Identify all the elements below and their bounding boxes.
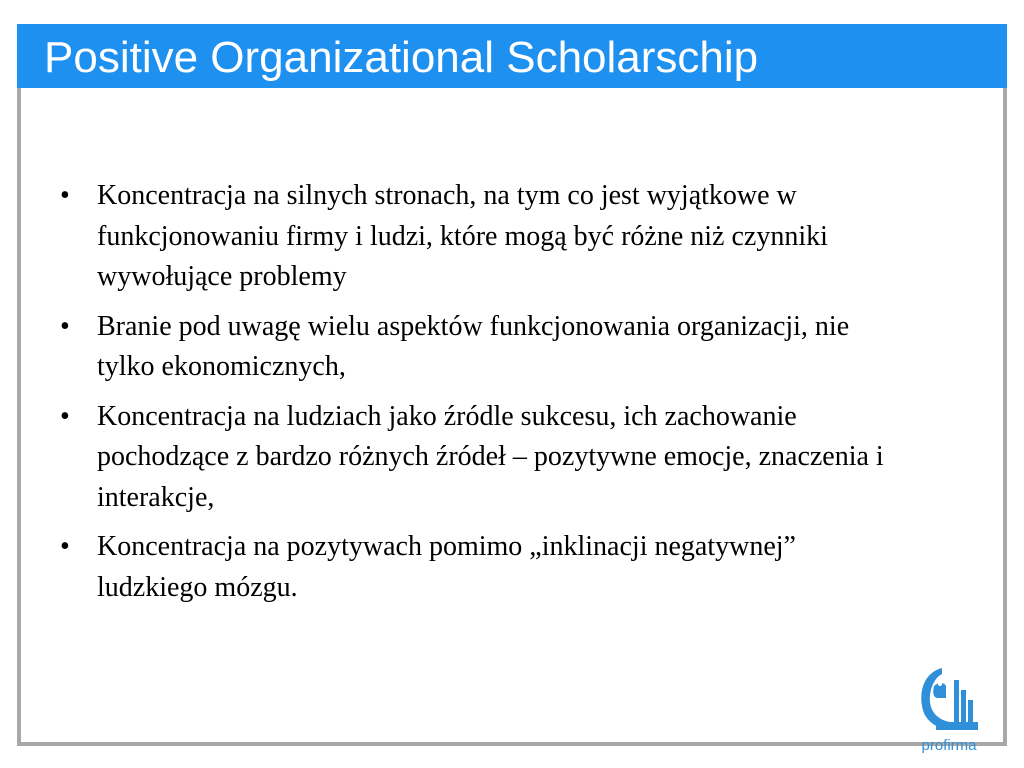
bullet-item	[60, 176, 890, 298]
bullet-item	[60, 527, 890, 608]
bullet-list	[60, 176, 890, 617]
bullet-icon: •	[60, 180, 70, 211]
bullet-text: Branie pod uwagę wielu aspektów funkcjonowania organizacji, nie tylko ekonomicznych,	[97, 310, 850, 382]
bullet-item	[60, 307, 890, 388]
profirma-logo	[916, 664, 982, 756]
profirma-logo-icon	[916, 664, 982, 756]
slide-title: Positive Organizational Scholarschip	[44, 33, 759, 82]
bullet-text: Koncentracja na silnych stronach, na tym co jest wyjątkowe w funkcjonowaniu firmy i ludzi, które mogą być różne niż czynniki wywołujące problemy	[97, 180, 828, 292]
bullet-icon: •	[60, 531, 70, 562]
logo-text: profirma	[921, 737, 977, 754]
bullet-icon: •	[60, 400, 70, 432]
bullet-icon: •	[60, 310, 70, 342]
bullet-text: Koncentracja na pozytywach pomimo „inklinacji negatywnej” ludzkiego mózgu.	[97, 531, 796, 603]
bullet-text: Koncentracja na ludziach jako źródle sukcesu, ich zachowanie pochodzące z bardzo różnych źródeł – pozytywne emocje, znaczenia i interakcje,	[97, 400, 884, 513]
bullet-item	[60, 397, 890, 519]
